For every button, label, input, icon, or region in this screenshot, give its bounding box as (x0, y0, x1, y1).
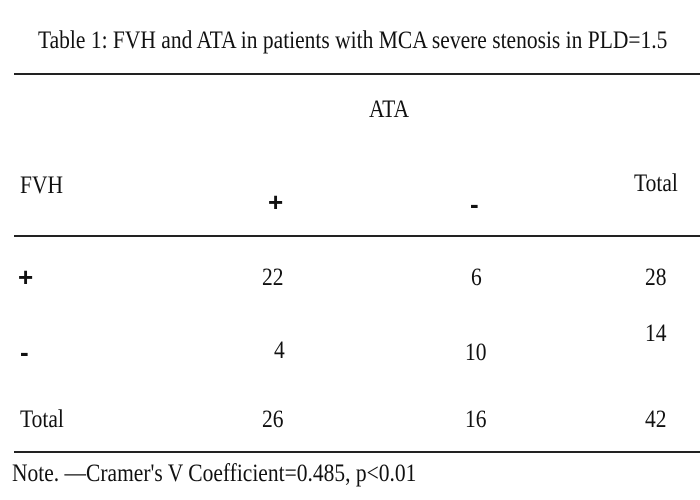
row-label-plus: + (18, 262, 34, 292)
table-cell: 10 (465, 339, 487, 366)
top-rule (14, 73, 700, 75)
table-title: Table 1: FVH and ATA in patients with MCA severe stenosis in PLD=1.5 (38, 27, 668, 54)
bottom-rule (14, 451, 700, 453)
table-cell: 6 (471, 264, 482, 291)
column-header-total: Total (634, 170, 678, 197)
column-header-minus: - (470, 189, 479, 219)
header-rule (14, 235, 700, 237)
table-cell: 16 (465, 406, 487, 433)
row-group-header: FVH (20, 172, 64, 199)
table-cell: 26 (262, 406, 284, 433)
table-cell: 4 (274, 337, 285, 364)
table-note: Note. —Cramer's V Coefficient=0.485, p<0.01 (12, 460, 417, 487)
table-cell: 42 (645, 406, 667, 433)
table-cell: 22 (262, 264, 284, 291)
table-cell: 28 (645, 264, 667, 291)
row-label-total: Total (20, 406, 64, 433)
table-cell: 14 (645, 320, 667, 347)
column-header-plus: + (268, 187, 284, 217)
column-group-header: ATA (369, 96, 410, 123)
row-label-minus: - (20, 337, 29, 367)
